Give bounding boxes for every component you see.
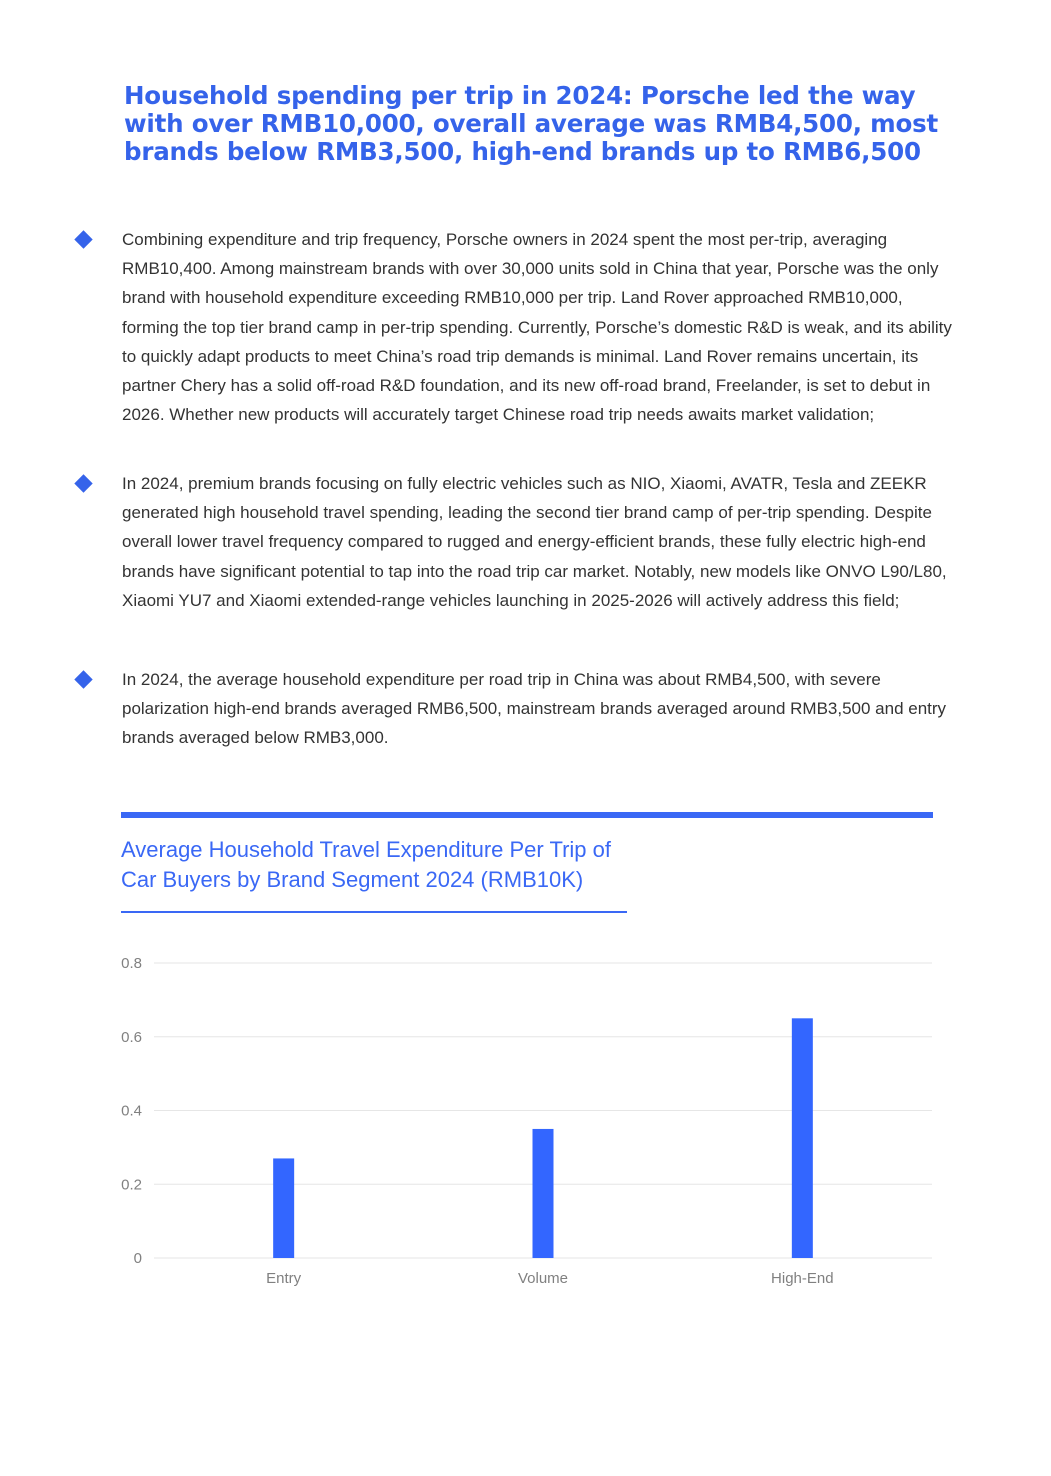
bar-high-end [792, 1018, 813, 1258]
x-tick-label: Volume [517, 1270, 569, 1287]
bullet-text: In 2024, the average household expenditure per road trip in China was about RMB4,500, with severe polarization high-end brands averaged RMB6,500, mainstream brands averaged around RMB3,500 and entry brands averaged below RMB3,000. [122, 670, 947, 748]
x-tick-label: High-End [771, 1270, 834, 1287]
x-tick-label: Entry [266, 1270, 302, 1287]
y-tick-label: 0 [133, 1250, 142, 1267]
chart-title: Average Household Travel Expenditure Per Trip of Car Buyers by Brand Segment 2024 (RMB10K) [121, 837, 611, 892]
bullet-text: Combining expenditure and trip frequency, Porsche owners in 2024 spent the most per-trip, averaging RMB10,400. Among mainstream brands with over 30,000 units sold in China that year, Porsche was the only brand with household expenditure exceeding RMB10,000 per trip. Land Rover approached RMB10,000, forming the top tier brand camp in per-trip spending. Currently, Porsche’s domestic R&D is weak, and its ability to quickly adapt products to meet China’s road trip demands is minimal. Land Rover remains uncertain, its partner Chery has a solid off-road R&D foundation, and its new off-road brand, Freelander, is set to debut in 2026. Whether new products will accurately target Chinese road trip needs awaits market validation; [122, 230, 952, 425]
y-tick-label: 0.4 [121, 1102, 142, 1120]
y-tick-label: 0.8 [121, 955, 142, 972]
page-title: Household spending per trip in 2024: Porsche led the way with over RMB10,000, overall average was RMB4,500, most brands below RMB3,500, high-end brands up to RMB6,500 [124, 81, 939, 166]
y-tick-label: 0.6 [121, 1028, 142, 1046]
y-tick-label: 0.2 [121, 1176, 142, 1194]
bar-entry [273, 1158, 294, 1258]
bullet-text: In 2024, premium brands focusing on fully electric vehicles such as NIO, Xiaomi, AVATR, Tesla and ZEEKR generated high household travel spending, leading the second tier brand camp of per-trip spending. Despite overall lower travel frequency compared to rugged and energy-efficient brands, these fully electric high-end brands have significant potential to tap into the road trip car market. Notably, new models like ONVO L90/L80, Xiaomi YU7 and Xiaomi extended-range vehicles launching in 2025-2026 will actively address this field; [122, 474, 947, 610]
bar-volume [533, 1129, 554, 1258]
